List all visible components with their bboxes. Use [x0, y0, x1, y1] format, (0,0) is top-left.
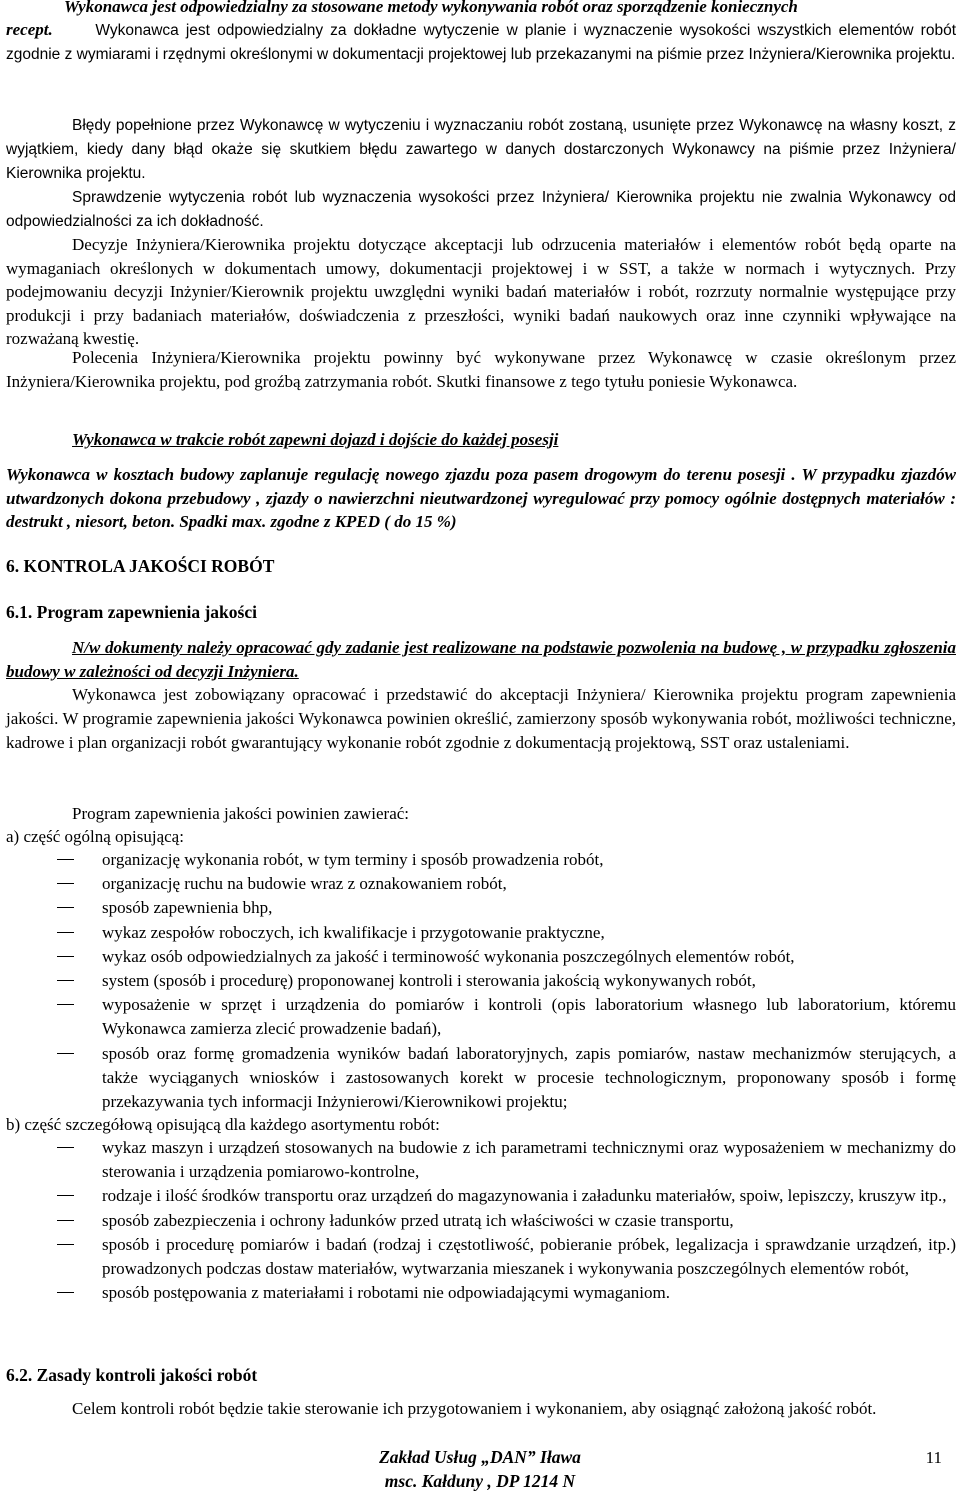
paragraph-zobowiazany: Wykonawca jest zobowiązany opracować i przedstawić do akceptacji Inżyniera/ Kierownika projektu program zapewnienia jakości. W programie zapewnienia jakości Wykonawca powinien określić, zamierzony sposób wykonywania robót, możliwości techniczne, kadrowe i plan organizacji robót gwarantujący wykonanie robót zgodnie z dokumentacją projektową, SST oraz ustaleniami. — [6, 685, 956, 752]
intro-recept: recept. — [6, 20, 53, 39]
list-item: sposób i procedurę pomiarów i badań (rodzaj i częstotliwość, pobieranie próbek, legalizacja i sprawdzanie urządzeń, itp.) prowadzonych podczas dostaw materiałów, wytwarzania mieszanek i wykonywania poszczególnych elementów robót, — [102, 1233, 956, 1281]
paragraph-program: Program zapewnienia jakości powinien zawierać: — [72, 804, 410, 823]
list-item: wyposażenie w sprzęt i urządzenia do pomiarów i kontroli (opis laboratorium własnego lub laboratorium, któremu Wykonawca zamierza zlecić prowadzenie badań), — [102, 993, 956, 1041]
paragraph-polecenia: Polecenia Inżyniera/Kierownika projektu powinny być wykonywane przez Wykonawcę w czasie określonym przez Inżyniera/Kierownika projektu, pod groźbą zatrzymania robót. Skutki finansowe z tego tytułu poniesie Wykonawca. — [6, 348, 956, 391]
intro-paragraph — [6, 18, 956, 67]
list-item: system (sposób i procedurę) proponowanej kontroli i sterowania jakością wykonywanych robót, — [102, 969, 956, 993]
note-nw-dokumenty: N/w dokumenty należy opracować gdy zadanie jest realizowane na podstawie pozwolenia na budowę , w przypadku zgłoszenia budowy w zależności od decyzji Inżyniera. — [6, 638, 956, 681]
section-heading-6-2: 6.2. Zasady kontroli jakości robót — [6, 1365, 258, 1385]
page-number: 11 — [925, 1448, 942, 1467]
list-part-a — [6, 848, 956, 1114]
paragraph-decyzje: Decyzje Inżyniera/Kierownika projektu dotyczące akceptacji lub odrzucenia materiałów i elementów robót będą oparte na wymaganiach określonych w dokumentach umowy, dokumentacji projektowej i w SST, a także w normach i wytycznych. Przy podejmowaniu decyzji Inżynier/Kierownik projektu uwzględni wyniki badań materiałów i robót, rozrzuty normalnie występujące przy produkcji i przy badaniach materiałów, doświadczenia z przeszłości, wyniki badań naukowych oraz inne czynniki wpływające na rozważaną kwestię. — [6, 235, 956, 348]
list-item: sposób oraz formę gromadzenia wyników badań laboratoryjnych, zapis pomiarów, nastaw mechanizmów sterujących, a także wyciąganych wniosków i zastosowanych korekt w procesie technologicznym, proponowany sposób i formę przekazywania tych informacji Inżynierowi/Kierownikowi projektu; — [102, 1042, 956, 1115]
list-item: organizację ruchu na budowie wraz z oznakowaniem robót, — [102, 872, 956, 896]
section-heading-6-1: 6.1. Program zapewnienia jakości — [6, 602, 257, 622]
footer-company: Zakład Usług „DAN” Iława — [379, 1447, 581, 1467]
list-item: sposób zabezpieczenia i ochrony ładunków przed utratą ich właściwości w czasie transportu, — [102, 1209, 956, 1233]
list-item: wykaz osób odpowiedzialnych za jakość i terminowość wykonania poszczególnych elementów robót, — [102, 945, 956, 969]
list-item: organizację wykonania robót, w tym terminy i sposób prowadzenia robót, — [102, 848, 956, 872]
paragraph-celem: Celem kontroli robót będzie takie sterowanie ich przygotowaniem i wykonaniem, aby osiągnąć założoną jakość robót. — [72, 1399, 877, 1418]
list-item: wykaz maszyn i urządzeń stosowanych na budowie z ich parametrami technicznymi oraz wyposażeniem w mechanizmy do sterowania i urządzenia pomiarowo-kontrolne, — [102, 1136, 956, 1184]
list-item: sposób postępowania z materiałami i robotami nie odpowiadającymi wymaganiom. — [102, 1281, 956, 1305]
list-item: wykaz zespołów roboczych, ich kwalifikacje i przygotowanie praktyczne, — [102, 921, 956, 945]
list-part-b — [6, 1136, 956, 1305]
list-item: rodzaje i ilość środków transportu oraz urządzeń do magazynowania i załadunku materiałów, spoiw, lepiszczy, kruszyw itp., — [102, 1184, 956, 1208]
section-heading-6: 6. KONTROLA JAKOŚCI ROBÓT — [6, 556, 275, 576]
note-zjazd: Wykonawca w kosztach budowy zaplanuje regulację nowego zjazdu poza pasem drogowym do terenu posesji . W przypadku zjazdów utwardzonych dokona przebudowy , zjazdy o nawierzchni nieutwardzonej wyregulować przy pomocy ogólnie dostępnych materiałów : destrukt , niesort, beton. Spadki max. zgodne z KPED ( do 15 %) — [6, 465, 956, 531]
footer-address: msc. Kałduny , DP 1214 N — [384, 1471, 576, 1491]
paragraph-bledy: Błędy popełnione przez Wykonawcę w wytyczeniu i wyznaczaniu robót zostaną, usunięte przez Wykonawcę na własny koszt, z wyjątkiem, kiedy dany błąd okaże się skutkiem błędu zawartego w danych dostarczonych Wykonawcy na piśmie przez Inżyniera/ Kierownika projektu. — [6, 117, 956, 182]
part-a-heading: a) część ogólną opisującą: — [6, 827, 184, 846]
paragraph-sprawdzenie: Sprawdzenie wytyczenia robót lub wyznaczenia wysokości przez Inżyniera/ Kierownika projektu nie zwalnia Wykonawcy od odpowiedzialności za ich dokładność. — [6, 189, 956, 230]
note-dojazd: Wykonawca w trakcie robót zapewni dojazd i dojście do każdej posesji — [72, 430, 559, 449]
part-b-heading: b) część szczegółową opisującą dla każdego asortymentu robót: — [6, 1115, 440, 1134]
intro-text: Wykonawca jest odpowiedzialny za dokładne wytyczenie w planie i wyznaczenie wysokości wszystkich elementów robót zgodnie z wymiarami i rzędnymi określonymi w dokumentacji projektowej lub przekazanymi na piśmie przez Inżyniera/Kierownika projektu. — [6, 22, 956, 63]
list-item: sposób zapewnienia bhp, — [102, 896, 956, 920]
intro-line-1: Wykonawca jest odpowiedzialny za stosowane metody wykonywania robót oraz sporządzenie koniecznych — [64, 0, 798, 16]
